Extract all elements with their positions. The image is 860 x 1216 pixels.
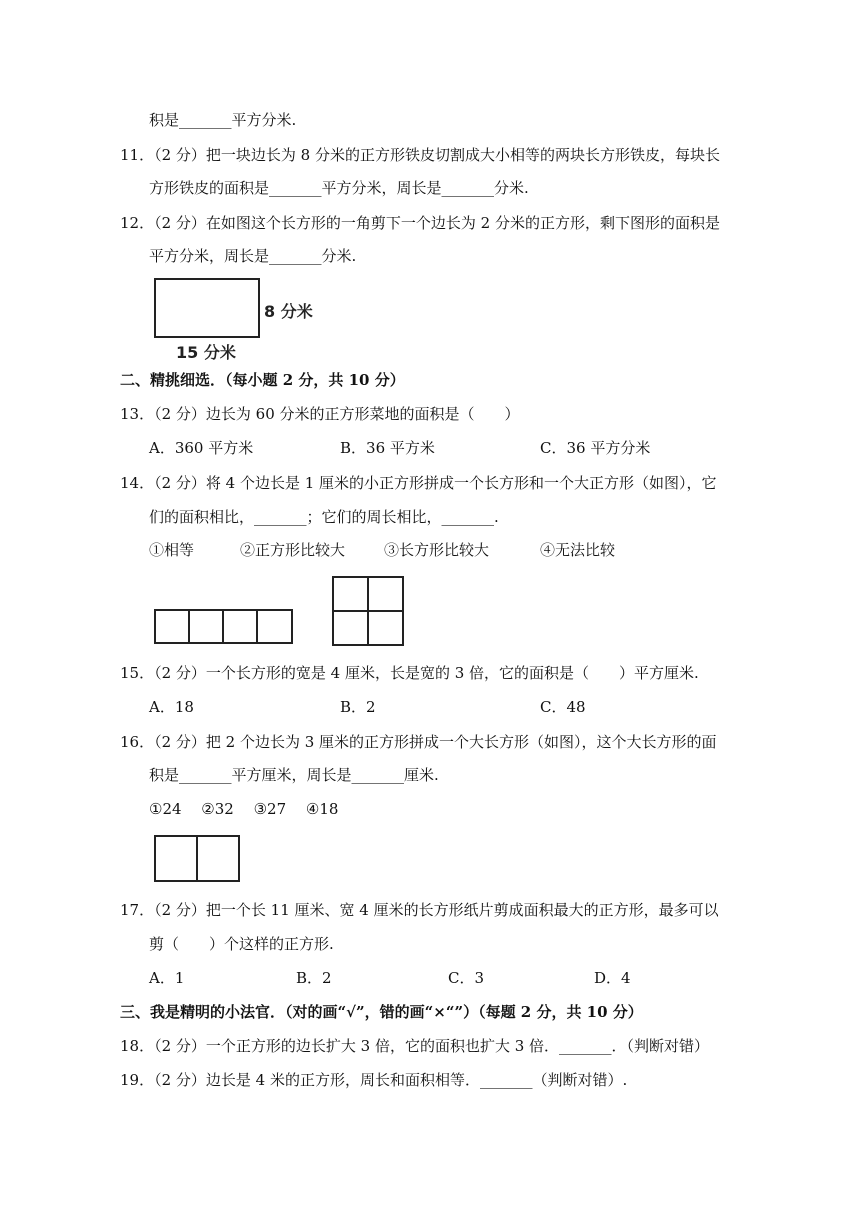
- question-12-line-2: 平方分米，周长是_______分米.: [149, 247, 357, 265]
- q17-option-a: A．1: [149, 969, 185, 987]
- q13-option-a: A．360 平方米: [149, 439, 254, 457]
- section-3-heading: 三、我是精明的小法官．（对的画“√”，错的画“×“”）（每题 2 分，共 10 分）: [120, 1003, 643, 1021]
- question-14-line-2: 们的面积相比，_______；它们的周长相比，_______.: [149, 508, 499, 526]
- q14-option-3: ③长方形比较大: [384, 541, 490, 559]
- rect-cell-1: [154, 609, 190, 644]
- q10-continuation: 积是_______平方分米.: [149, 111, 297, 129]
- question-16-line-2: 积是_______平方厘米，周长是_______厘米.: [149, 766, 439, 784]
- rect-cell-3: [222, 609, 258, 644]
- q13-option-c: C．36 平方分米: [540, 439, 651, 457]
- question-17-line-2: 剪（ ）个这样的正方形.: [149, 935, 334, 953]
- rect-cell-4: [256, 609, 293, 644]
- question-14-line-1: 14．（2 分）将 4 个边长是 1 厘米的小正方形拼成一个长方形和一个大正方形（如图），它: [120, 474, 717, 492]
- rect-cell-2: [188, 609, 224, 644]
- q14-option-2: ②正方形比较大: [240, 541, 346, 559]
- q13-option-b: B．36 平方米: [340, 439, 435, 457]
- height-label: 8 分米: [264, 302, 313, 321]
- fig16-square-2: [196, 835, 240, 882]
- question-16-line-1: 16．（2 分）把 2 个边长为 3 厘米的正方形拼成一个大长方形（如图），这个大长方形的面: [120, 733, 717, 751]
- q17-option-c: C．3: [448, 969, 485, 987]
- section-2-heading: 二、精挑细选．（每小题 2 分，共 10 分）: [120, 371, 405, 389]
- square-cell-4: [367, 610, 404, 646]
- q17-option-b: B．2: [296, 969, 332, 987]
- q14-option-4: ④无法比较: [540, 541, 616, 559]
- q17-option-d: D．4: [594, 969, 631, 987]
- question-11-line-1: 11．（2 分）把一块边长为 8 分米的正方形铁皮切割成大小相等的两块长方形铁皮，每块长: [120, 146, 720, 164]
- question-18: 18．（2 分）一个正方形的边长扩大 3 倍，它的面积也扩大 3 倍．_______．（判断对错）: [120, 1037, 710, 1055]
- q15-option-a: A．18: [149, 698, 194, 716]
- rectangle-shape: [154, 278, 260, 338]
- question-13: 13．（2 分）边长为 60 分米的正方形菜地的面积是（ ）: [120, 405, 520, 423]
- q15-option-c: C．48: [540, 698, 586, 716]
- question-11-line-2: 方形铁皮的面积是_______平方分米，周长是_______分米.: [149, 179, 529, 197]
- fig16-square-1: [154, 835, 198, 882]
- question-15: 15．（2 分）一个长方形的宽是 4 厘米，长是宽的 3 倍，它的面积是（ ）平方厘米.: [120, 664, 699, 682]
- square-cell-2: [367, 576, 404, 612]
- q16-options: ①24 ②32 ③27 ④18: [149, 800, 339, 818]
- question-12-line-1: 12．（2 分）在如图这个长方形的一角剪下一个边长为 2 分米的正方形，剩下图形的面积是: [120, 214, 720, 232]
- square-cell-1: [332, 576, 369, 612]
- q14-option-1: ①相等: [149, 541, 195, 559]
- square-cell-3: [332, 610, 369, 646]
- question-19: 19．（2 分）边长是 4 米的正方形，周长和面积相等．_______（判断对错）.: [120, 1071, 628, 1089]
- question-17-line-1: 17．（2 分）把一个长 11 厘米、宽 4 厘米的长方形纸片剪成面积最大的正方形，最多可以: [120, 901, 719, 919]
- width-label: 15 分米: [176, 343, 236, 362]
- q15-option-b: B．2: [340, 698, 376, 716]
